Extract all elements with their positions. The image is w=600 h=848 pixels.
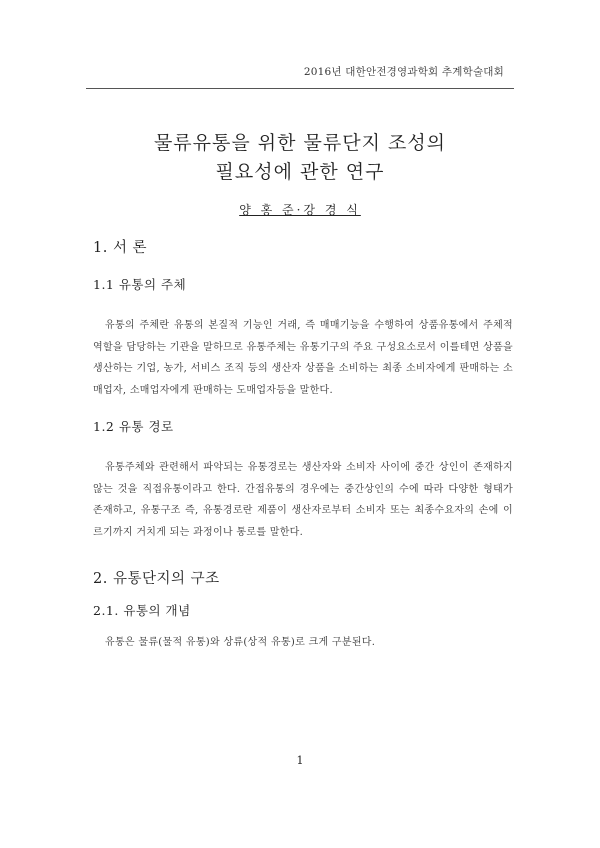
paper-title-line1: 물류유통을 위한 물류단지 조성의 — [153, 132, 447, 154]
section-1-1-body: 유통의 주체란 유통의 본질적 기능인 거래, 즉 매매기능을 수행하여 상품유통에서 주체적 역할을 담당하는 기관을 말하므로 유통주체는 유통기구의 주요 구성요소로서 이를테면 상품을 생산하는 기업, 농가, 서비스 조직 등의 생산자 상품을 소비하는 최종 소비자에게 판매하는 소매업자, 소매업자에게 판매하는 도매업자등을 말한다. — [93, 320, 513, 396]
section-2-heading: 2. 유통단지의 구조 — [93, 571, 220, 587]
header-rule — [86, 88, 514, 89]
authors — [0, 201, 600, 218]
author-names: 양 홍 준·강 경 식 — [239, 203, 361, 217]
section-1-heading: 1. 서 론 — [93, 240, 148, 256]
conference-header: 2016년 대한안전경영과학회 추계학술대회 — [303, 66, 504, 78]
section-2-1-body: 유통은 물류(물적 유통)와 상류(상적 유통)로 크게 구분된다. — [105, 637, 376, 648]
section-1-2-body: 유통주체와 관련해서 파악되는 유통경로는 생산자와 소비자 사이에 중간 상인이 존재하지 않는 것을 직접유통이라고 한다. 간접유통의 경우에는 중간상인의 수에 따라 다양한 형태가 존재하고, 유통구조 즉, 유통경로란 제품이 생산자로부터 소비자 또는 최종수요자의 손에 이르기까지 거치게 되는 과정이나 통로를 말한다. — [93, 462, 513, 538]
section-2-1-heading: 2.1. 유통의 개념 — [93, 603, 191, 618]
section-1-1-heading: 1.1 유통의 주체 — [93, 277, 187, 292]
paper-title-line2: 필요성에 관한 연구 — [215, 161, 385, 183]
page-number: 1 — [296, 754, 304, 767]
section-1-2-heading: 1.2 유통 경로 — [93, 419, 174, 434]
